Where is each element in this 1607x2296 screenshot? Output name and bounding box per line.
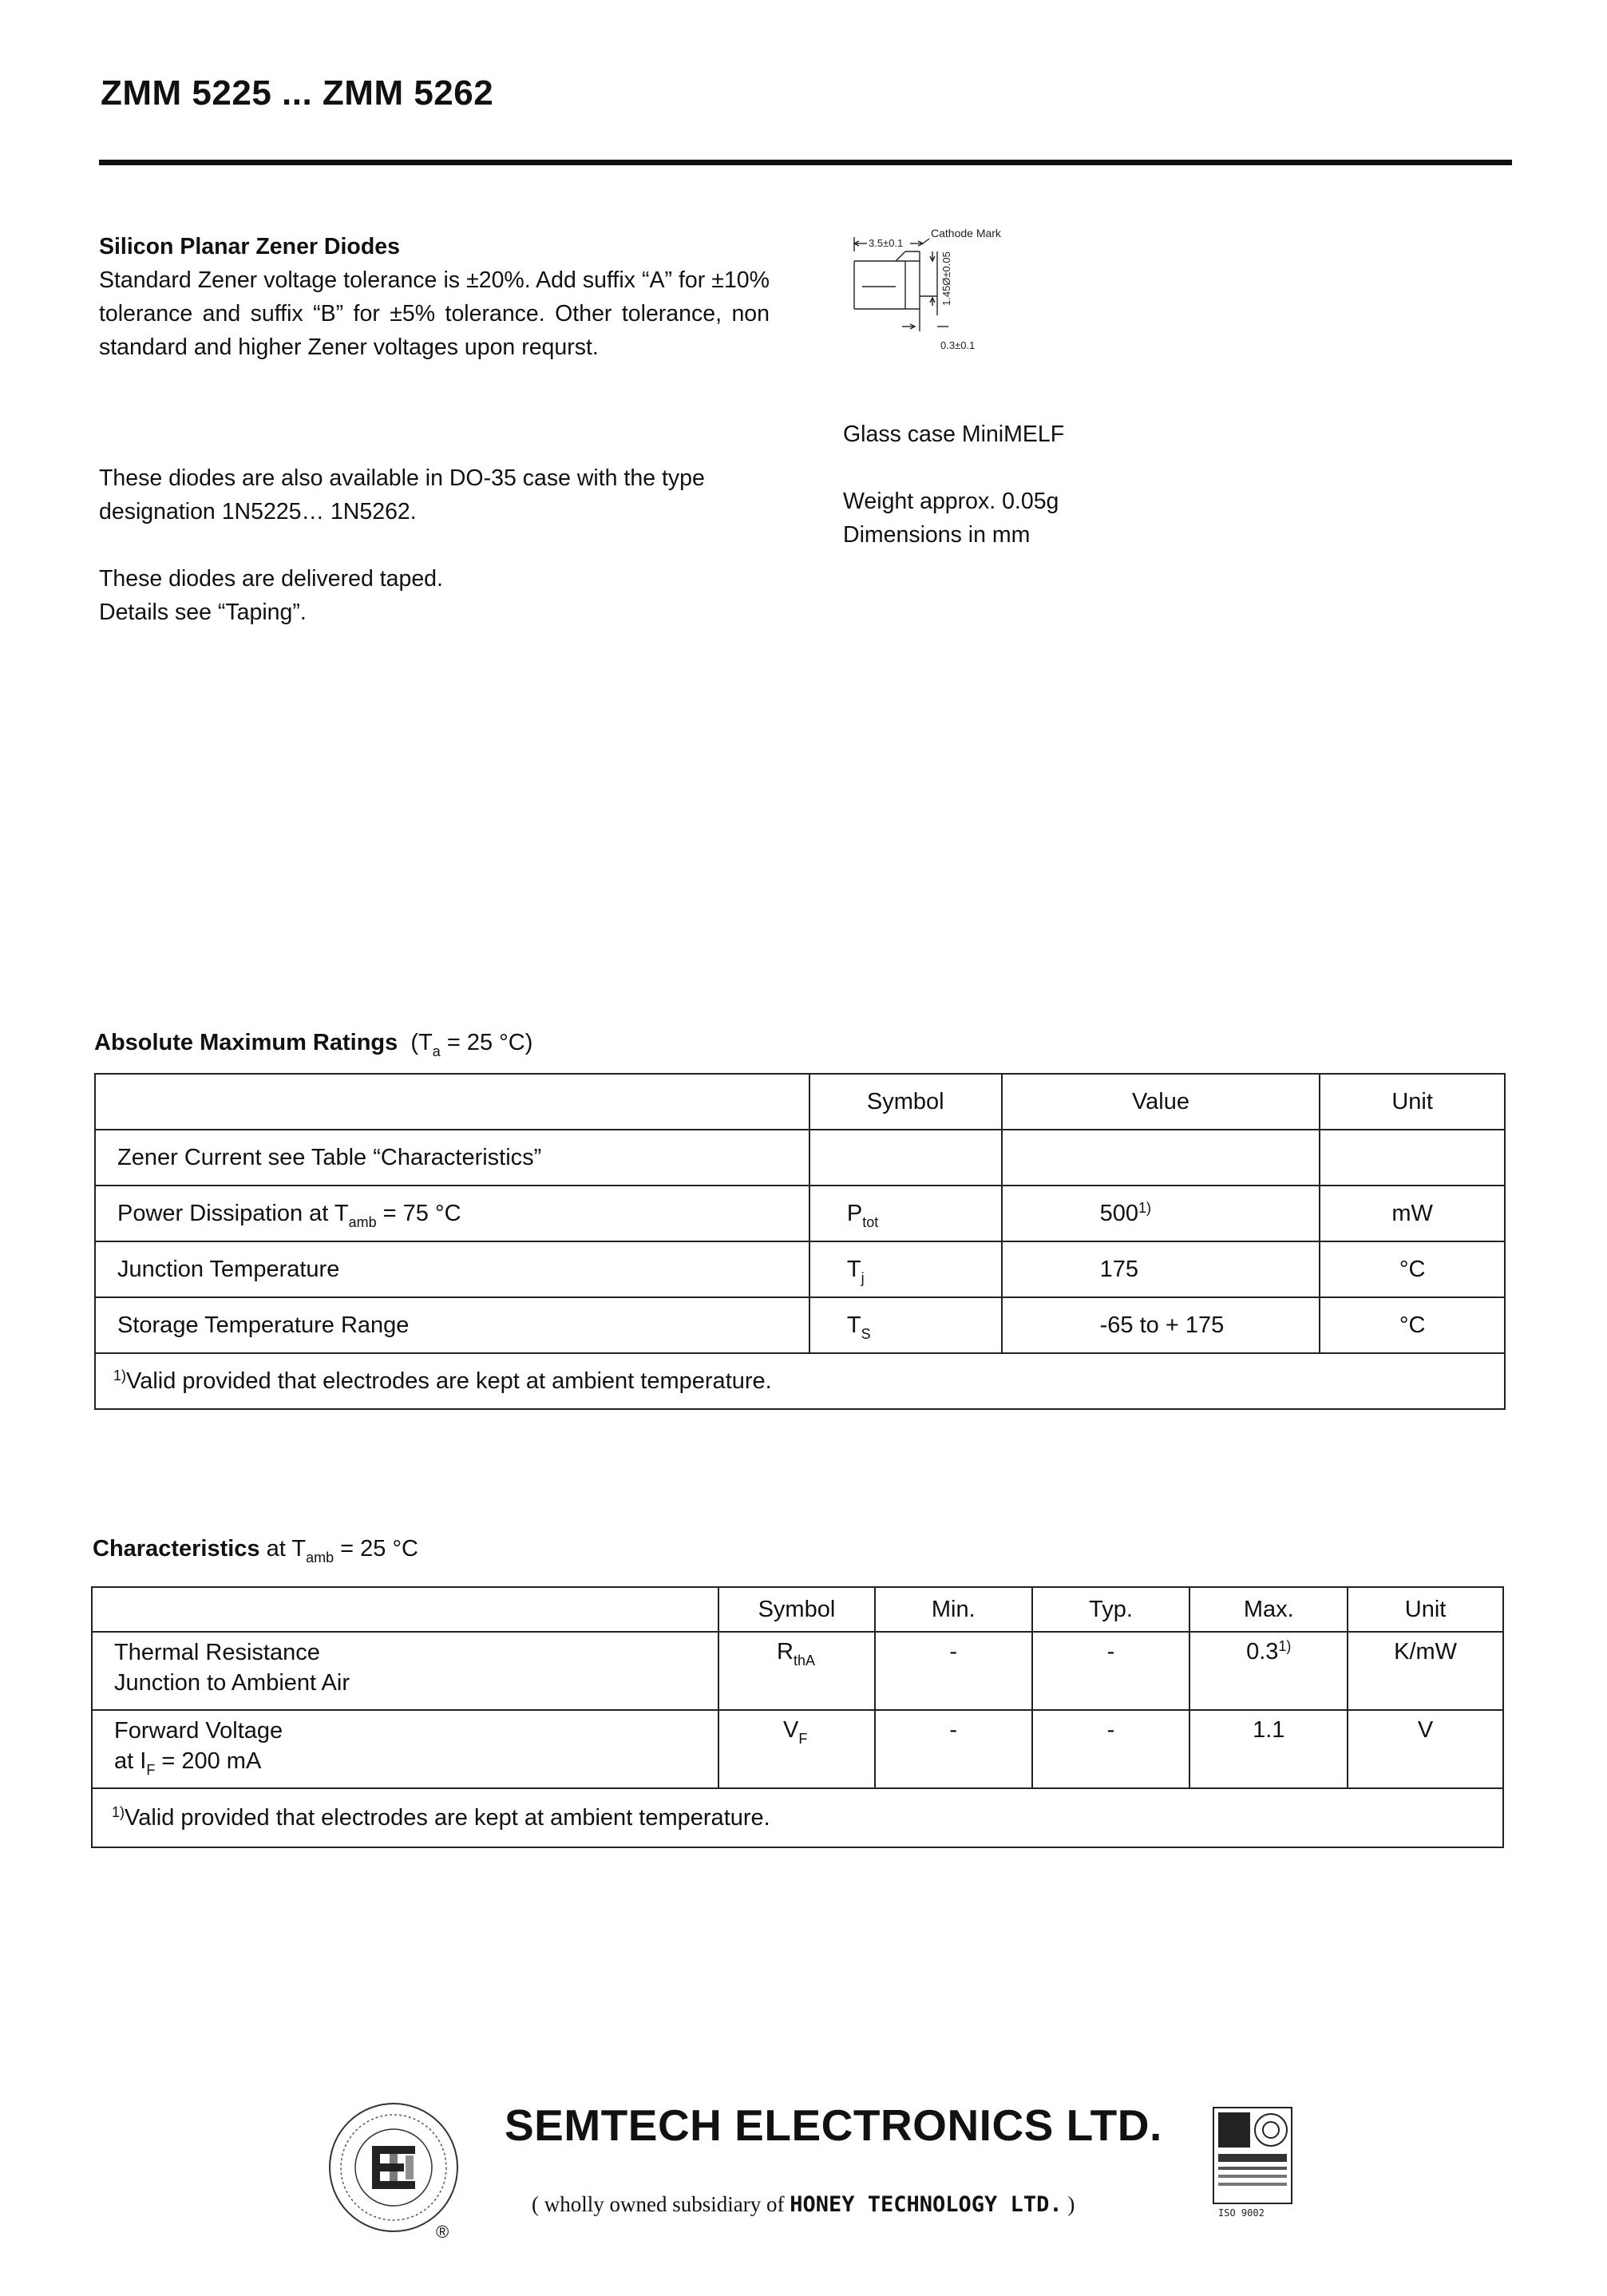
characteristics-table bbox=[91, 1586, 1504, 1848]
table-row bbox=[95, 1297, 1505, 1353]
page-title: ZMM 5225 ... ZMM 5262 bbox=[101, 73, 494, 113]
taping-line-1: These diodes are delivered taped. bbox=[99, 566, 443, 592]
unit: V bbox=[1348, 1710, 1503, 1788]
header-symbol: Symbol bbox=[718, 1587, 875, 1632]
symbol: $T_S$ bbox=[809, 1297, 1002, 1353]
case-type: Glass case MiniMELF bbox=[843, 422, 1065, 447]
company-name: SEMTECH ELECTRONICS LTD. bbox=[505, 2100, 1162, 2150]
param: Junction Temperature bbox=[95, 1241, 809, 1297]
table-row bbox=[95, 1186, 1505, 1241]
table-row bbox=[95, 1241, 1505, 1297]
value: -65 to + 175 bbox=[1002, 1297, 1320, 1353]
weight: Weight approx. 0.05g bbox=[843, 489, 1059, 514]
typ: - bbox=[1032, 1710, 1190, 1788]
amr-section-title bbox=[94, 1030, 533, 1059]
param: Storage Temperature Range bbox=[95, 1297, 809, 1353]
header-min: Min. bbox=[875, 1587, 1032, 1632]
dimensions-note: Dimensions in mm bbox=[843, 522, 1031, 548]
table-row bbox=[92, 1632, 1503, 1710]
max: 1.1 bbox=[1189, 1710, 1348, 1788]
table-footnote-row bbox=[92, 1788, 1503, 1847]
value: 175 bbox=[1002, 1241, 1320, 1297]
footnote: $^{1)}$Valid provided that electrodes are kept at ambient temperature. bbox=[95, 1353, 1505, 1409]
iso-label: ISO 9002 bbox=[1218, 2207, 1265, 2219]
symbol: $V_F$ bbox=[718, 1710, 875, 1788]
case-info bbox=[843, 418, 1064, 552]
value: 500$^{1)}$ bbox=[1002, 1186, 1320, 1241]
unit: °C bbox=[1320, 1241, 1505, 1297]
package-dimension-drawing bbox=[846, 220, 1054, 355]
table-footnote-row bbox=[95, 1353, 1505, 1409]
header-max: Max. bbox=[1189, 1587, 1348, 1632]
title-rule bbox=[99, 160, 1512, 165]
unit: °C bbox=[1320, 1297, 1505, 1353]
param: Power Dissipation at $T_{amb} = 75$ °C bbox=[95, 1186, 809, 1241]
symbol: $P_{tot}$ bbox=[809, 1186, 1002, 1241]
min: - bbox=[875, 1632, 1032, 1710]
header-unit: Unit bbox=[1320, 1074, 1505, 1130]
intro-section bbox=[99, 230, 770, 364]
char-section-title bbox=[93, 1536, 418, 1566]
amr-condition: ($T_a = 25$ °C) bbox=[410, 1030, 533, 1059]
do35-note: These diodes are also available in DO-35 case with the type designation 1N5225… 1N5262. bbox=[99, 465, 705, 525]
symbol: $T_j$ bbox=[809, 1241, 1002, 1297]
diameter-label: 1.45Ø±0.05 bbox=[940, 251, 952, 306]
min: - bbox=[875, 1710, 1032, 1788]
table-header-row bbox=[95, 1074, 1505, 1130]
iso-certification-logo bbox=[1212, 2106, 1293, 2224]
symbol: $R_{thA}$ bbox=[718, 1632, 875, 1710]
footnote: $^{1)}$Valid provided that electrodes are kept at ambient temperature. bbox=[92, 1788, 1503, 1847]
length-label: 3.5±0.1 bbox=[869, 237, 904, 249]
taping-note bbox=[99, 562, 770, 629]
max: 0.3$^{1)}$ bbox=[1189, 1632, 1348, 1710]
parent-company: HONEY TECHNOLOGY LTD. bbox=[790, 2192, 1063, 2217]
unit: mW bbox=[1320, 1186, 1505, 1241]
header-typ: Typ. bbox=[1032, 1587, 1190, 1632]
header-symbol: Symbol bbox=[809, 1074, 1002, 1130]
amr-table bbox=[94, 1073, 1506, 1410]
taping-line-2: Details see “Taping”. bbox=[99, 600, 307, 625]
header-value: Value bbox=[1002, 1074, 1320, 1130]
end-cap-label: 0.3±0.1 bbox=[940, 339, 976, 351]
param: Zener Current see Table “Characteristics” bbox=[95, 1130, 809, 1186]
table-row bbox=[92, 1710, 1503, 1788]
char-title: Characteristics bbox=[93, 1536, 260, 1562]
semtech-seal-logo bbox=[326, 2100, 461, 2235]
table-header-row bbox=[92, 1587, 1503, 1632]
table-row bbox=[95, 1130, 1505, 1186]
amr-title: Absolute Maximum Ratings bbox=[94, 1030, 398, 1055]
company-subsidiary-line: ( wholly owned subsidiary of HONEY TECHNOLOGY LTD. ) bbox=[532, 2192, 1075, 2217]
registered-mark: ® bbox=[436, 2222, 449, 2242]
unit: K/mW bbox=[1348, 1632, 1503, 1710]
intro-body: Standard Zener voltage tolerance is ±20%. Add suffix “A” for ±10% tolerance and suffix “B” for ±5% tolerance. Other tolerance, non standard and higher Zener voltages upon requrst. bbox=[99, 267, 770, 360]
char-condition: at $T_{amb} = 25$ °C bbox=[259, 1536, 418, 1566]
param: Thermal Resistance Junction to Ambient Air bbox=[92, 1632, 718, 1710]
param: Forward Voltage at $I_F = 200$ mA bbox=[92, 1710, 718, 1788]
header-unit: Unit bbox=[1348, 1587, 1503, 1632]
cathode-mark-label: Cathode Mark bbox=[931, 227, 1001, 239]
typ: - bbox=[1032, 1632, 1190, 1710]
intro-heading: Silicon Planar Zener Diodes bbox=[99, 234, 400, 259]
